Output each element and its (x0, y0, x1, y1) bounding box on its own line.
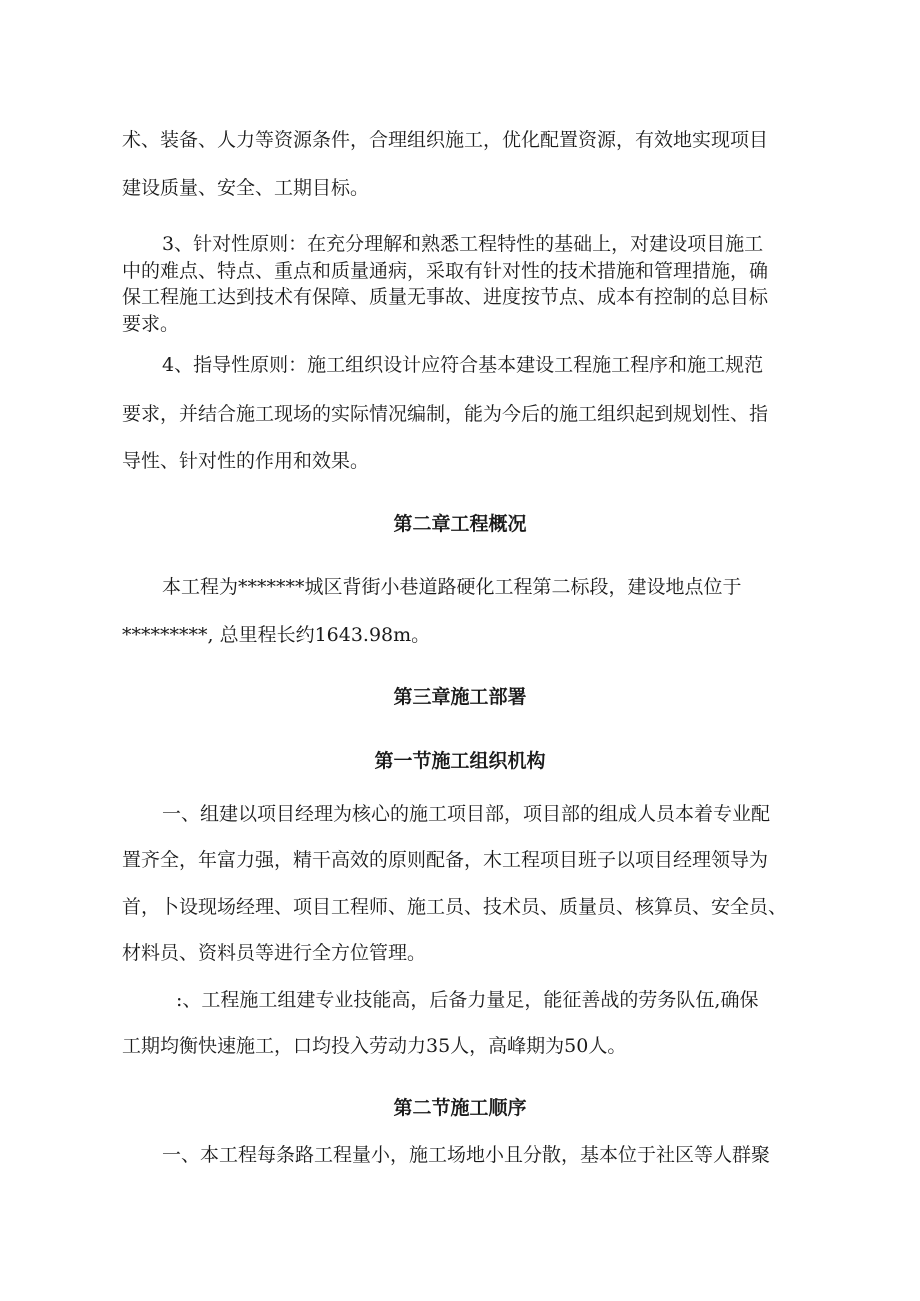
section-heading: 第一节施工组织机构 (374, 750, 546, 772)
chapter-heading: 第二章工程概况 (393, 513, 527, 535)
paragraph-line: 置齐全，年富力强，精干高效的原则配备，木工程项目班子以项目经理领导为 (122, 849, 769, 871)
paragraph-line: 一、组建以项目经理为核心的施工项目部，项目部的组成人员本着专业配 (162, 803, 771, 825)
paragraph-line: 要求，并结合施工现场的实际情况编制，能为今后的施工组织起到规划性、指 (122, 403, 769, 425)
paragraph-line: 要求。 (122, 313, 180, 335)
paragraph-line: 保工程施工达到技术有保障、质量无事故、进度按节点、成本有控制的总目标 (122, 286, 769, 308)
paragraph-line: 首，卜设现场经理、项目工程师、施工员、技术员、质量员、核算员、安全员、 (122, 896, 788, 918)
chapter-heading: 第三章施工部署 (393, 686, 527, 708)
section-heading: 第二节施工顺序 (393, 1097, 527, 1119)
paragraph-line: 材料员、资料员等进行全方位管理。 (122, 942, 427, 964)
paragraph-line: 一、本工程每条路工程量小，施工场地小且分散，基本位于社区等人群聚 (162, 1144, 771, 1166)
paragraph-line: 导性、针对性的作用和效果。 (122, 450, 370, 472)
paragraph-line: 工期均衡快速施工，口均投入劳动力35人，高峰期为50人。 (122, 1035, 627, 1057)
paragraph-line: :、工程施工组建专业技能高，后备力量足，能征善战的劳务队伍,确保 (176, 989, 759, 1011)
paragraph-line: 本工程为*******城区背街小巷道路硬化工程第二标段，建设地点位于 (162, 576, 742, 598)
paragraph-line: 术、装备、人力等资源条件，合理组织施工，优化配置资源，有效地实现项目 (122, 129, 769, 151)
paragraph-line: 建设质量、安全、工期目标。 (122, 177, 370, 199)
paragraph-line: *********, 总里程长约1643.98m。 (122, 624, 431, 646)
paragraph-line: 3、针对性原则：在充分理解和熟悉工程特性的基础上，对建设项目施工 (162, 233, 764, 255)
paragraph-line: 中的难点、特点、重点和质量通病，采取有针对性的技术措施和管理措施，确 (122, 260, 769, 282)
paragraph-line: 4、指导性原则：施工组织设计应符合基本建设工程施工程序和施工规范 (162, 354, 764, 376)
